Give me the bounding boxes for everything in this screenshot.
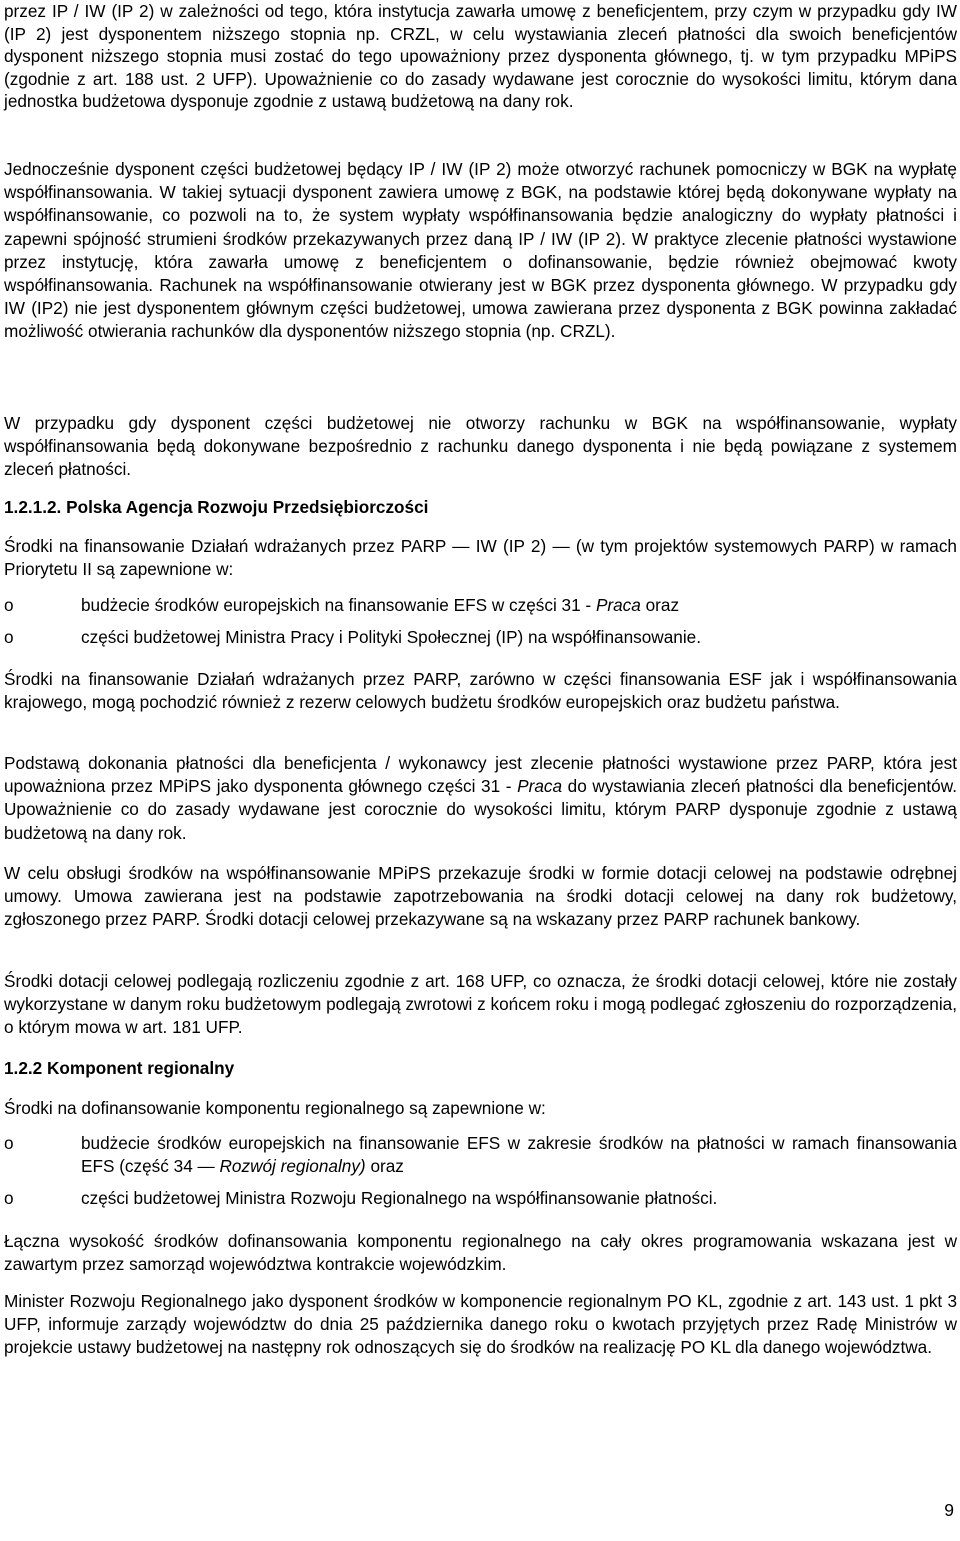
- funding-sources-list-parp: [4, 594, 957, 649]
- list-item-text: budżecie środków europejskich na finansowanie EFS w części 31 -: [81, 595, 596, 615]
- paragraph-total-amount: Łączna wysokość środków dofinansowania komponentu regionalnego na cały okres programowania wskazana jest w zawartym przez samorząd województwa kontrakcie wojewódzkim.: [4, 1231, 957, 1275]
- paragraph-no-bgk-account: W przypadku gdy dysponent części budżetowej nie otworzy rachunku w BGK na współfinansowanie, wypłaty współfinansowania będą dokonywane bezpośrednio z rachunku danego dysponenta i nie będą powiązane z systemem zleceń płatności.: [4, 413, 957, 480]
- bullet-icon: o: [4, 595, 14, 615]
- list-item-text: części budżetowej Ministra Pracy i Polityki Społecznej (IP) na współfinansowanie.: [81, 627, 701, 648]
- list-item: [4, 594, 957, 617]
- list-item: [4, 1187, 957, 1210]
- paragraph-emphasis: Praca: [517, 776, 563, 797]
- paragraph-text-end: do wystawiania zleceń płatności dla beneficjentów. Upoważnienie co do zasady wydawane jest corocznie do wysokości limitu, którym PARP dysponuje zgodnie z ustawą budżetową na dany rok.: [4, 776, 957, 843]
- paragraph-targeted-grant: W celu obsługi środków na współfinansowanie MPiPS przekazuje środki w formie dotacji celowej na podstawie odrębnej umowy. Umowa zawierana jest na podstawie zapotrzebowania na środki dotacji celowej na dany rok budżetowy, zgłoszonego przez PARP. Środki dotacji celowej przekazywane są na wskazany przez PARP rachunek bankowy.: [4, 863, 957, 930]
- bullet-icon: o: [4, 627, 14, 648]
- paragraph-grant-settlement: Środki dotacji celowej podlegają rozliczeniu zgodnie z art. 168 UFP, co oznacza, że środki dotacji celowej, które nie zostały wykorzystane w danym roku budżetowym podlegają zwrotowi z końcem roku i mogą podlegać zgłoszeniu do rozporządzenia, o którym mowa w art. 181 UFP.: [4, 971, 957, 1038]
- bullet-icon: o: [4, 1188, 14, 1209]
- paragraph-minister-info: Minister Rozwoju Regionalnego jako dysponent środków w komponencie regionalnym PO KL, zgodnie z art. 143 ust. 1 pkt 3 UFP, informuje zarządy województw do dnia 25 października danego roku o kwotach przyjętych przez Radę Ministrów w projekcie ustawy budżetowej na następny rok odnoszących się do środków na realizację PO KL dla danego województwa.: [4, 1291, 957, 1358]
- list-item-emphasis: Rozwój regionalny): [219, 1156, 366, 1177]
- paragraph-continuation: przez IP / IW (IP 2) w zależności od tego, która instytucja zawarła umowę z beneficjentem, przy czym w przypadku gdy IW (IP 2) jest dysponentem niższego stopnia np. CRZL, w celu wystawiania zleceń płatności dla swoich beneficjentów dysponent niższego stopnia musi zostać do tego upoważniony przez dysponenta głównego, tj. w tym przypadku MPiPS (zgodnie z art. 188 ust. 2 UFP). Upoważnienie co do zasady wydawane jest corocznie do wysokości limitu, którym dana jednostka budżetowa dysponuje zgodnie z ustawą budżetową na dany rok.: [4, 1, 957, 111]
- page-number: 9: [944, 1500, 954, 1520]
- bullet-icon: o: [4, 1133, 14, 1153]
- list-item-text: budżecie środków europejskich na finansowanie EFS w zakresie środków na płatności w ramach finansowania EFS (część 34 ―: [81, 1133, 957, 1177]
- list-item-text-end: oraz: [365, 1156, 404, 1177]
- list-item-text: części budżetowej Ministra Rozwoju Regionalnego na współfinansowanie płatności.: [81, 1188, 718, 1209]
- paragraph-auxiliary-account: Jednocześnie dysponent części budżetowej będący IP / IW (IP 2) może otworzyć rachunek pomocniczy w BGK na wypłatę współfinansowania. W takiej sytuacji dysponent zawiera umowę z BGK, na podstawie której będą dokonywane wypłaty na współfinansowanie, co pozwoli na to, że system wypłaty współfinansowania będzie analogiczny do wypłaty płatności i zapewni spójność strumieni środków przekazywanych przez daną IP / IW (IP 2). W praktyce zlecenie płatności wystawione przez instytucję, która zawarła umowę z beneficjentem o dofinansowanie, będzie również obejmować kwoty współfinansowania. Rachunek na współfinansowanie otwierany jest w BGK przez dysponenta głównego. W przypadku gdy IW (IP2) nie jest dysponentem głównym części budżetowej, umowa zawierana przez dysponenta z BGK powinna zakładać możliwość otwierania rachunków dla dysponentów niższego stopnia (np. CRZL).: [4, 159, 957, 342]
- list-item-emphasis: Praca: [595, 595, 641, 615]
- list-item: [4, 1132, 957, 1178]
- list-item: [4, 626, 957, 649]
- paragraph-payment-basis: [4, 752, 957, 845]
- paragraph-parp-funding: Środki na finansowanie Działań wdrażanych przez PARP ― IW (IP 2) ― (w tym projektów systemowych PARP) w ramach Priorytetu II są zapewnione w:: [4, 536, 957, 580]
- funding-sources-list-regional: [4, 1132, 957, 1211]
- list-item-text-end: oraz: [640, 595, 680, 615]
- paragraph-parp-reserves: Środki na finansowanie Działań wdrażanych przez PARP, zarówno w części finansowania ESF jak i współfinansowania krajowego, mogą pochodzić również z rezerw celowych budżetu środków europejskich oraz budżetu państwa.: [4, 669, 957, 713]
- section-heading-parp: 1.2.1.2. Polska Agencja Rozwoju Przedsiębiorczości: [4, 497, 429, 517]
- section-heading-regional: 1.2.2 Komponent regionalny: [4, 1058, 235, 1078]
- paragraph-text: Podstawą dokonania płatności dla beneficjenta / wykonawcy jest zlecenie płatności wystawione przez PARP, która jest upoważniona przez MPiPS jako dysponenta głównego części 31 -: [4, 753, 957, 797]
- paragraph-regional-funding: Środki na dofinansowanie komponentu regionalnego są zapewnione w:: [4, 1098, 546, 1118]
